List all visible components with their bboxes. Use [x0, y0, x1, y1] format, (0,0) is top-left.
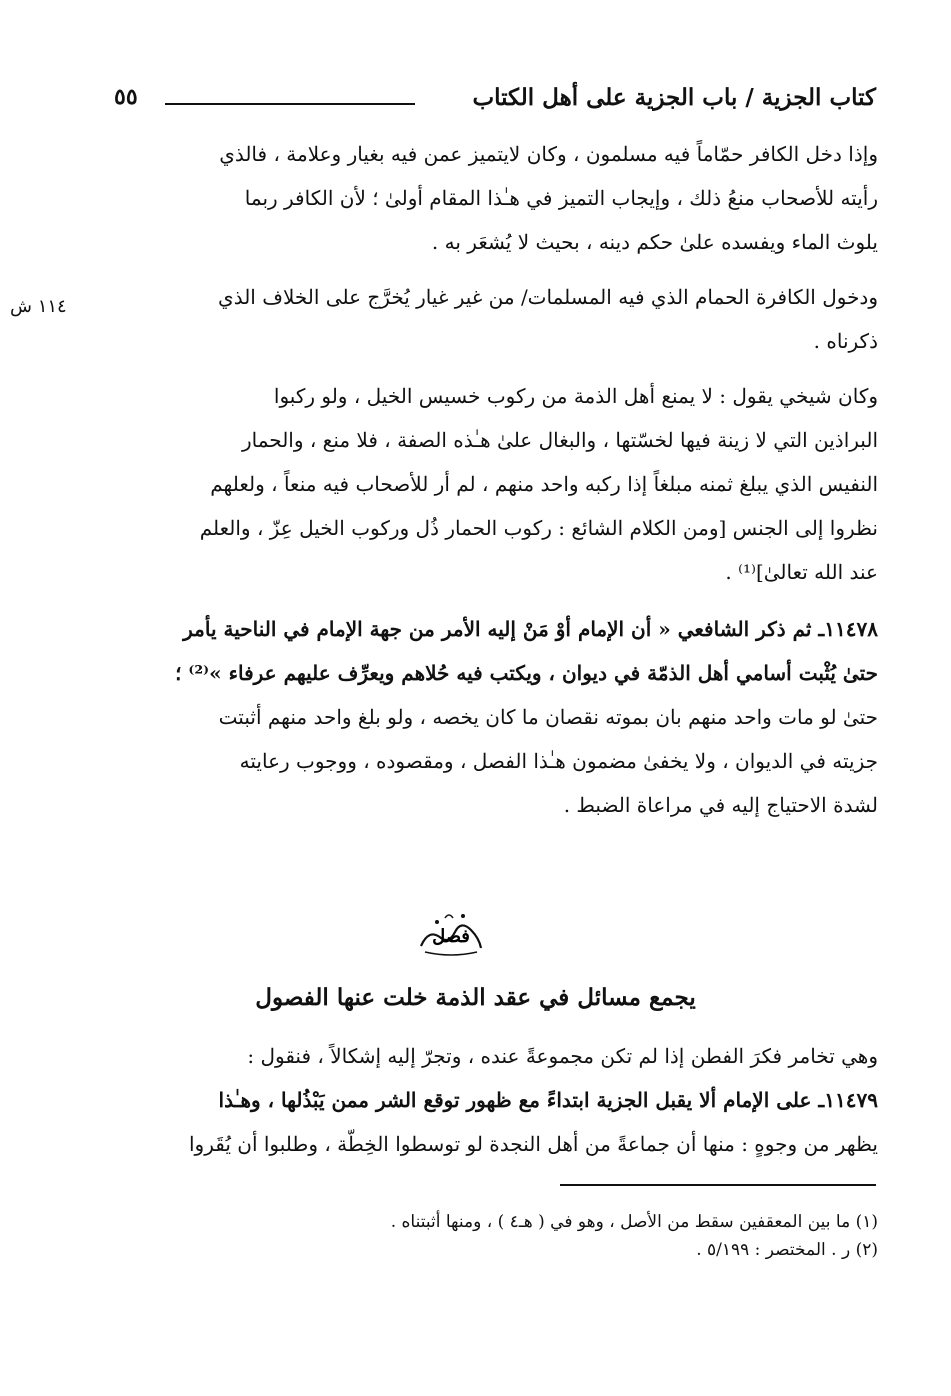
- text-line: وهي تخامر فكرَ الفطن إذا لم تكن مجموعةً عنده ، وتجرّ إليه إشكالاً ، فنقول :: [247, 1044, 878, 1068]
- footnote-rule: [560, 1184, 876, 1186]
- paragraph: [78, 607, 878, 827]
- fasl-calligraphy-ornament: [415, 908, 487, 958]
- main-text: [78, 132, 878, 827]
- section-heading: يجمع مسائل في عقد الذمة خلت عنها الفصول: [255, 984, 696, 1011]
- footnotes: [78, 1208, 878, 1264]
- text-line: وكان شيخي يقول : لا يمنع أهل الذمة من ركوب خسيس الخيل ، ولو ركبوا: [273, 384, 878, 408]
- text-line: عند الله تعالىٰ]⁽¹⁾ .: [725, 560, 878, 584]
- text-line: نظروا إلى الجنس [ومن الكلام الشائع : ركوب الحمار ذُل وركوب الخيل عِزّ ، والعلم: [199, 516, 878, 540]
- paragraph: [78, 275, 878, 363]
- header-title: كتاب الجزية / باب الجزية على أهل الكتاب: [472, 84, 876, 111]
- text-line: وإذا دخل الكافر حمّاماً فيه مسلمون ، وكان لايتميز عمن فيه بغيار وعلامة ، فالذي: [219, 142, 878, 166]
- text-line: ودخول الكافرة الحمام الذي فيه المسلمات/ من غير غيار يُخرَّج على الخلاف الذي: [218, 285, 878, 309]
- text-line: حتىٰ يُثْبت أسامي أهل الذمّة في ديوان ، ويكتب فيه حُلاهم ويعرِّف عليهم عرفاء »⁽²⁾ ؛: [175, 661, 878, 685]
- header-rule: [165, 103, 415, 105]
- footnote: (١) ما بين المعقفين سقط من الأصل ، وهو في ( هـ٤ ) ، ومنها أثبتناه .: [390, 1212, 878, 1232]
- text-line: ١١٤٧٩ـ على الإمام ألا يقبل الجزية ابتداءً مع ظهور توقع الشر ممن يَبْذُلها ، وهـٰذا: [218, 1088, 878, 1112]
- fasl-label: فصل: [432, 926, 470, 947]
- page-number: ٥٥: [114, 84, 138, 110]
- running-header: [110, 84, 876, 120]
- paragraph: [78, 132, 878, 264]
- footnote: (٢) ر . المختصر : ٥/١٩٩ .: [696, 1240, 878, 1260]
- text-line: لشدة الاحتياج إليه في مراعاة الضبط .: [563, 793, 878, 817]
- text-line: ذكرناه .: [813, 329, 878, 353]
- text-line: ١١٤٧٨ـ ثم ذكر الشافعي « أن الإمام أوْ مَنْ إليه الأمر من جهة الإمام في الناحية يأمر: [183, 617, 878, 641]
- paragraph: [78, 374, 878, 594]
- text-line: رأيته للأصحاب منعُ ذلك ، وإيجاب التميز في هـٰذا المقام أولىٰ ؛ لأن الكافر ربما: [244, 186, 878, 210]
- text-line: النفيس الذي يبلغ ثمنه مبلغاً إذا ركبه واحد منهم ، لم أر للأصحاب فيه منعاً ، ولعلهم: [210, 472, 878, 496]
- text-line: يظهر من وجوهٍ : منها أن جماعةً من أهل النجدة لو توسطوا الخِطّة ، وطلبوا أن يُقَروا: [188, 1132, 878, 1156]
- text-line: يلوث الماء ويفسده علىٰ حكم دينه ، بحيث لا يُشعَر به .: [431, 230, 878, 254]
- text-line: البراذين التي لا زينة فيها لخسّتها ، والبغال علىٰ هـٰذه الصفة ، فلا منع ، والحمار: [241, 428, 878, 452]
- text-line: جزيته في الديوان ، ولا يخفىٰ مضمون هـٰذا الفصل ، ومقصوده ، ووجوب رعايته: [239, 749, 878, 773]
- margin-folio-note: ١١٤ ش: [10, 296, 67, 317]
- section-text: [78, 1034, 878, 1166]
- text-line: حتىٰ لو مات واحد منهم بان بموته نقصان ما كان يخصه ، ولو بلغ واحد منهم أثبتت: [218, 705, 878, 729]
